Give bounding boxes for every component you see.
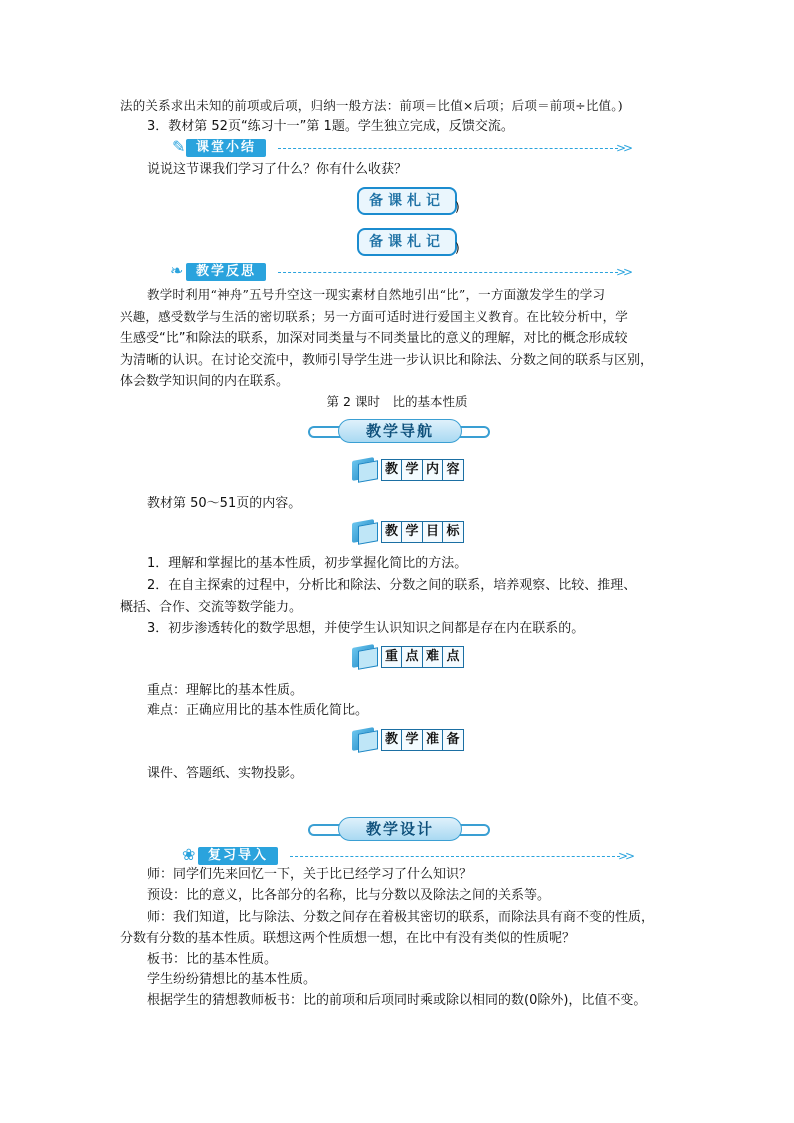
review-line-3: 师：我们知道，比与除法、分数之间存在着极其密切的联系，而除法具有商不变的性质， (147, 910, 655, 925)
top-line-2: 3．教材第 52页“练习十一”第 1题。学生独立完成，反馈交流。 (147, 119, 514, 134)
book-icon: ❧ (170, 261, 184, 280)
heading-char: 准 (422, 729, 444, 751)
heading-char: 教 (381, 729, 403, 751)
book-page-icon (358, 730, 378, 753)
reflection-line-5: 体会数学知识间的内在联系。 (120, 374, 290, 389)
heading-char: 重 (381, 646, 403, 668)
heading-char: 学 (401, 459, 423, 481)
dashed-line (278, 272, 618, 273)
book-page-icon (358, 647, 378, 670)
review-line-6: 学生纷纷猜想比的基本性质。 (147, 972, 317, 987)
goal-line-2: 2．在自主探索的过程中，分析比和除法、分数之间的联系，培养观察、比较、推理、 (147, 578, 637, 593)
summary-text: 说说这节课我们学习了什么？你有什么收获？ (147, 162, 408, 177)
notes-paren-2: ) (455, 241, 460, 255)
heading-char: 容 (442, 459, 464, 481)
dashed-line (290, 856, 620, 857)
design-banner (308, 815, 490, 841)
arrow-icon: >> (616, 141, 631, 155)
reflection-line-1: 教学时利用“神舟”五号升空这一现实素材自然地引出“比”，一方面激发学生的学习 (147, 287, 606, 302)
arrow-icon: >> (616, 265, 631, 279)
heading-char: 点 (401, 646, 423, 668)
review-line-1: 师：同学们先来回忆一下，关于比已经学习了什么知识？ (147, 867, 473, 882)
reflection-line-3: 生感受“比”和除法的联系，加深对同类量与不同类量比的意义的理解，对比的概念形成较 (120, 331, 628, 346)
review-line-5: 板书：比的基本性质。 (147, 952, 278, 967)
review-heading: 复习导入 (198, 847, 278, 865)
heading-char: 教 (381, 459, 403, 481)
top-line-1: 法的关系求出未知的前项或后项，归纳一般方法：前项＝比值×后项；后项＝前项÷比值。) (120, 98, 623, 113)
summary-heading: 课堂小结 (186, 139, 266, 157)
content-text: 教材第 50～51页的内容。 (147, 496, 302, 511)
heading-char: 难 (422, 646, 444, 668)
reflection-heading: 教学反思 (186, 263, 266, 281)
notes-paren-1: ) (455, 200, 460, 214)
design-banner-label: 教学设计 (338, 817, 462, 841)
key-point: 重点：理解比的基本性质。 (147, 683, 304, 698)
reflection-line-4: 为清晰的认识。在讨论交流中，教师引导学生进一步认识比和除法、分数之间的联系与区别， (120, 353, 654, 368)
goal-line-1: 1．理解和掌握比的基本性质，初步掌握化简比的方法。 (147, 556, 468, 571)
notes-box-2: 备课札记 (357, 228, 457, 256)
goal-line-4: 3．初步渗透转化的数学思想，并使学生认识知识之间都是存在内在联系的。 (147, 621, 585, 636)
heading-char: 学 (401, 521, 423, 543)
reflection-section-header (170, 261, 636, 281)
heading-char: 目 (422, 521, 444, 543)
review-line-2: 预设：比的意义，比各部分的名称，比与分数以及除法之间的关系等。 (147, 888, 551, 903)
nav-banner-label: 教学导航 (338, 419, 462, 443)
goal-line-3: 概括、合作、交流等数学能力。 (120, 600, 303, 615)
prep-text: 课件、答题纸、实物投影。 (147, 766, 304, 781)
heading-char: 学 (401, 729, 423, 751)
lesson-title: 第 2 课时 比的基本性质 (326, 394, 468, 409)
review-line-4: 分数有分数的基本性质。联想这两个性质想一想，在比中有没有类似的性质呢？ (120, 931, 576, 946)
difficult-point: 难点：正确应用比的基本性质化简比。 (147, 703, 369, 718)
summary-section-header (172, 137, 636, 157)
notes-box-1: 备课札记 (357, 187, 457, 215)
book-page-icon (358, 522, 378, 545)
heading-char: 点 (442, 646, 464, 668)
heading-char: 教 (381, 521, 403, 543)
arrow-icon: >> (618, 849, 633, 863)
dashed-line (278, 148, 618, 149)
pencil-icon: ✎ (172, 137, 186, 156)
heading-char: 内 (422, 459, 444, 481)
book-page-icon (358, 460, 378, 483)
reflection-line-2: 兴趣，感受数学与生活的密切联系；另一方面可适时进行爱国主义教育。在比较分析中，学 (120, 309, 629, 324)
nav-banner (308, 417, 490, 443)
heading-char: 标 (442, 521, 464, 543)
heading-char: 备 (442, 729, 464, 751)
review-line-7: 根据学生的猜想教师板书：比的前项和后项同时乘或除以相同的数(0除外)，比值不变。 (147, 993, 647, 1008)
review-section-header (182, 845, 638, 865)
bubbles-icon: ❀ (182, 845, 196, 864)
